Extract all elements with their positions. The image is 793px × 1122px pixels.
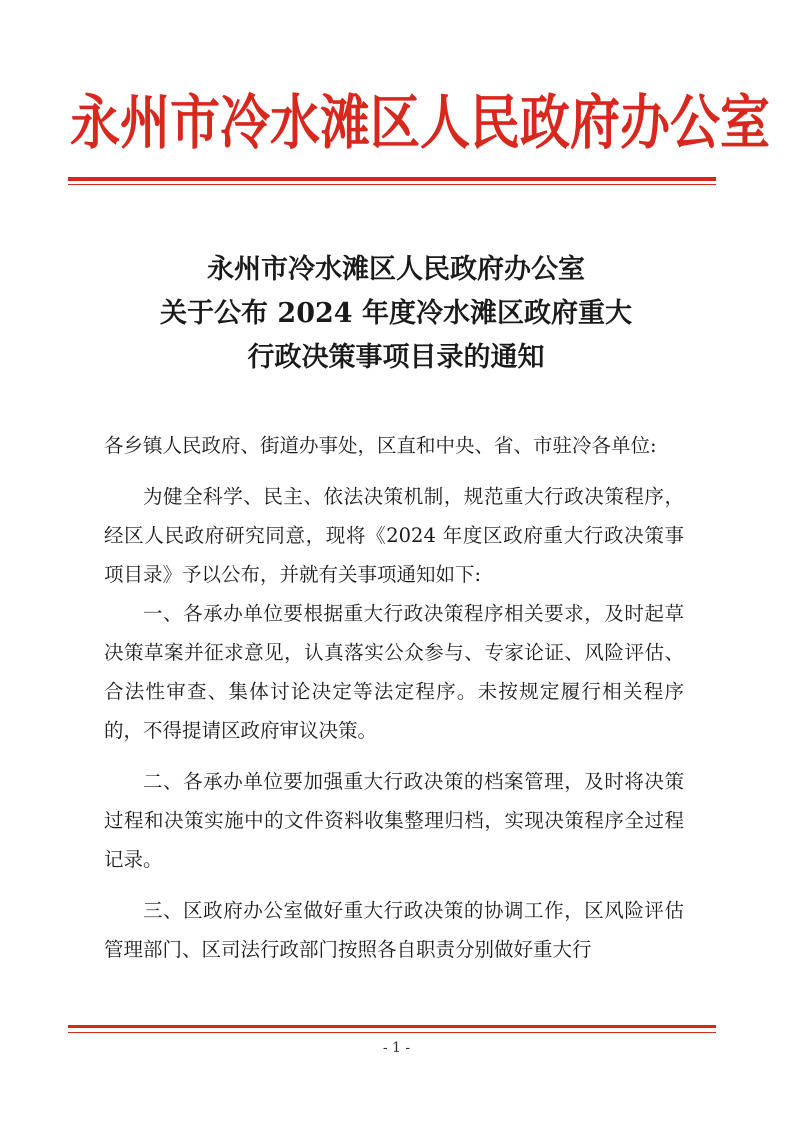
title-line: 关于公布 2024 年度冷水滩区政府重大 (160, 298, 632, 329)
body-paragraph: 为健全科学、民主、依法决策机制，规范重大行政决策程序，经区人民政府研究同意，现将《2024 年度区政府重大行政决策事项目录》予以公布，并就有关事项通知如下: (104, 485, 684, 586)
body-paragraph: 一、各承办单位要根据重大行政决策程序相关要求，及时起草决策草案并征求意见，认真落实公众参与、专家论证、风险评估、合法性审查、集体讨论决定等法定程序。未按规定履行相关程序的，不得提请区政府审议决策。 (104, 602, 684, 742)
document-body (104, 426, 684, 969)
page-number: - 1 - (382, 1040, 411, 1056)
title-line: 行政决策事项目录的通知 (247, 342, 545, 373)
document-title (80, 248, 712, 380)
masthead-divider-thick (68, 177, 716, 181)
footer-divider-thick (68, 1025, 716, 1028)
body-paragraph: 二、各承办单位要加强重大行政决策的档案管理，及时将决策过程和决策实施中的文件资料收集整理归档，实现决策程序全过程记录。 (104, 770, 684, 871)
body-paragraph: 三、区政府办公室做好重大行政决策的协调工作，区风险评估管理部门、区司法行政部门按照各自职责分别做好重大行 (104, 899, 684, 961)
footer-divider-thin (68, 1032, 716, 1033)
masthead-divider-thin (68, 184, 716, 185)
salutation: 各乡镇人民政府、街道办事处，区直和中央、省、市驻冷各单位: (104, 434, 657, 457)
masthead-title: 永州市冷水滩区人民政府办公室 (70, 87, 770, 158)
title-line: 永州市冷水滩区人民政府办公室 (207, 254, 585, 285)
